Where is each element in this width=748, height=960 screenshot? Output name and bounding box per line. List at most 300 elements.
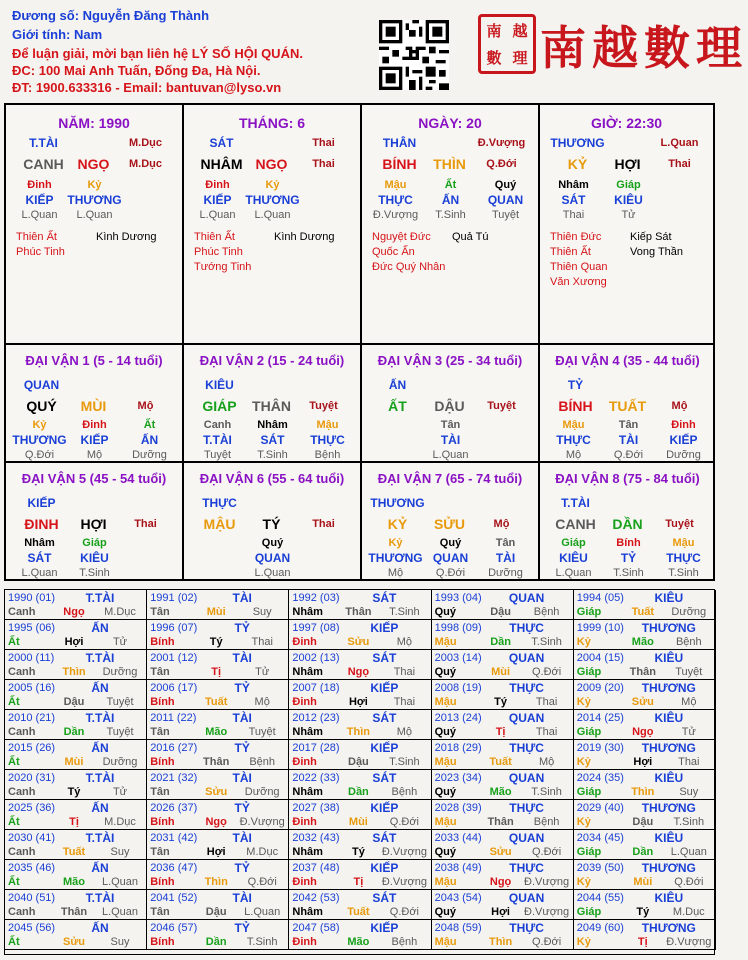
year-truong-sinh: Bệnh bbox=[533, 606, 560, 618]
year-label: 2028 (39) bbox=[434, 802, 482, 814]
hidden-truong-sinh: T.Sinh bbox=[79, 567, 110, 579]
dai-van-title: ĐẠI VẬN 2 (15 - 24 tuổi) bbox=[199, 353, 345, 368]
year-branch: Thìn bbox=[204, 876, 228, 888]
year-truong-sinh: L.Quan bbox=[244, 906, 281, 918]
hidden-truong-sinh: L.Quan bbox=[254, 567, 291, 579]
hidden-truong-sinh: Đ.Vượng bbox=[372, 209, 419, 221]
year-stem: Quý bbox=[434, 846, 456, 858]
year-cell bbox=[5, 890, 147, 920]
year-thap-than: KIÊU bbox=[654, 591, 684, 605]
hidden-thap-than: TÀI bbox=[495, 551, 516, 565]
year-cell bbox=[574, 680, 716, 710]
star-bad: Kình Dương bbox=[274, 231, 335, 243]
dai-van-title: ĐẠI VẬN 3 (25 - 34 tuổi) bbox=[377, 353, 523, 368]
year-branch: Thìn bbox=[631, 786, 655, 798]
year-label: 2036 (47) bbox=[150, 862, 198, 874]
year-cell bbox=[289, 680, 431, 710]
hidden-truong-sinh: Q.Đới bbox=[24, 449, 55, 461]
dai-van-truong-sinh: Thai bbox=[312, 518, 335, 530]
hidden-truong-sinh: Thai bbox=[562, 209, 585, 221]
year-cell bbox=[147, 710, 289, 740]
dai-van-title: ĐẠI VẬN 4 (35 - 44 tuổi) bbox=[555, 353, 700, 368]
dai-van-thap-than: ẤN bbox=[388, 378, 407, 392]
hidden-stem: Đinh bbox=[205, 179, 230, 191]
year-branch: Ngọ bbox=[63, 606, 85, 618]
year-truong-sinh: Đ.Vượng bbox=[666, 936, 712, 948]
year-label: 2039 (50) bbox=[576, 862, 624, 874]
year-truong-sinh: Tử bbox=[112, 786, 128, 798]
year-branch: Ngọ bbox=[205, 816, 227, 828]
year-stem: Kỷ bbox=[576, 696, 591, 708]
year-branch: Mùi bbox=[206, 606, 226, 618]
year-label: 2026 (37) bbox=[150, 802, 198, 814]
pillar-stem: BÍNH bbox=[382, 156, 417, 172]
year-stem: Bính bbox=[150, 936, 175, 948]
year-stem: Ất bbox=[8, 936, 20, 948]
pillar-truong-sinh: M.Dục bbox=[129, 158, 162, 170]
hidden-thap-than: ẤN bbox=[441, 193, 460, 207]
year-branch: Tý bbox=[494, 696, 508, 708]
hidden-stem: Mậu bbox=[672, 537, 695, 549]
year-cell bbox=[147, 860, 289, 890]
year-cell bbox=[5, 860, 147, 890]
hidden-thap-than: KIÊU bbox=[80, 551, 109, 565]
year-label: 2042 (53) bbox=[292, 892, 340, 904]
hidden-thap-than: KIẾP bbox=[669, 433, 698, 447]
year-stem: Tân bbox=[150, 726, 170, 738]
dai-van-thap-than: THƯƠNG bbox=[370, 496, 425, 510]
annual-luck-table bbox=[4, 589, 715, 955]
year-truong-sinh: Bệnh bbox=[391, 786, 418, 798]
address-line: ĐC: 100 Mai Anh Tuấn, Đống Đa, Hà Nội. bbox=[12, 63, 261, 78]
hidden-truong-sinh: Tử bbox=[621, 209, 636, 221]
year-label: 2040 (51) bbox=[8, 892, 56, 904]
hidden-thap-than: THƯƠNG bbox=[245, 193, 300, 207]
year-stem: Nhâm bbox=[292, 846, 323, 858]
year-cell bbox=[574, 620, 716, 650]
dai-van-title: ĐẠI VẬN 7 (65 - 74 tuổi) bbox=[377, 471, 523, 486]
dai-van-branch: TUẤT bbox=[608, 398, 647, 414]
year-thap-than: THỰC bbox=[509, 921, 544, 935]
dai-van-stem: KỶ bbox=[387, 516, 408, 532]
pillar-1 bbox=[184, 105, 362, 343]
hidden-stem: Kỷ bbox=[87, 179, 102, 191]
year-branch: Tuất bbox=[489, 756, 512, 768]
dai-van-truong-sinh: Mộ bbox=[493, 518, 510, 530]
year-truong-sinh: Thai bbox=[393, 666, 416, 678]
year-cell bbox=[147, 830, 289, 860]
year-branch: Tị bbox=[637, 936, 648, 948]
hidden-truong-sinh: Q.Đới bbox=[613, 449, 644, 461]
year-cell bbox=[432, 860, 574, 890]
year-thap-than: TỶ bbox=[234, 621, 250, 635]
year-stem: Mậu bbox=[434, 696, 457, 708]
year-label: 2033 (44) bbox=[434, 832, 482, 844]
year-branch: Dậu bbox=[205, 906, 227, 918]
year-thap-than: QUAN bbox=[508, 651, 545, 665]
logo-text: 南越數理 bbox=[540, 21, 748, 75]
hidden-stem: Giáp bbox=[82, 537, 107, 549]
pillar-branch: NGỌ bbox=[77, 156, 110, 172]
year-thap-than: ẤN bbox=[91, 621, 109, 635]
year-branch: Thân bbox=[60, 906, 88, 918]
year-thap-than: THƯƠNG bbox=[641, 921, 696, 935]
hidden-thap-than: THỰC bbox=[666, 551, 701, 565]
year-label: 2031 (42) bbox=[150, 832, 198, 844]
year-truong-sinh: Tuyệt bbox=[248, 726, 276, 738]
hidden-stem: Kỷ bbox=[265, 179, 280, 191]
year-branch: Mão bbox=[631, 636, 654, 648]
dai-van-8 bbox=[540, 463, 715, 581]
year-thap-than: T.TÀI bbox=[85, 771, 115, 785]
year-truong-sinh: Mộ bbox=[396, 726, 413, 738]
year-stem: Giáp bbox=[576, 726, 602, 738]
year-truong-sinh: T.Sinh bbox=[246, 936, 278, 948]
hidden-thap-than: THỰC bbox=[310, 433, 345, 447]
hidden-thap-than: T.TÀI bbox=[203, 433, 232, 447]
year-stem: Quý bbox=[434, 666, 456, 678]
year-label: 2013 (24) bbox=[434, 712, 482, 724]
year-thap-than: TÀI bbox=[232, 711, 252, 725]
year-stem: Ất bbox=[8, 636, 20, 648]
year-truong-sinh: Q.Đới bbox=[247, 876, 277, 888]
year-stem: Đinh bbox=[292, 636, 317, 648]
dai-van-thap-than: KIẾP bbox=[27, 496, 56, 510]
hidden-truong-sinh: L.Quan bbox=[76, 209, 113, 221]
hidden-truong-sinh: Mộ bbox=[565, 449, 582, 461]
year-label: 2037 (48) bbox=[292, 862, 340, 874]
year-truong-sinh: Thai bbox=[393, 696, 416, 708]
star-good: Quốc Ấn bbox=[372, 246, 415, 258]
year-truong-sinh: M.Dục bbox=[104, 816, 136, 828]
year-stem: Kỷ bbox=[576, 636, 591, 648]
year-thap-than: KIẾP bbox=[370, 621, 399, 635]
year-thap-than: KIẾP bbox=[370, 861, 399, 875]
dai-van-branch: DẬU bbox=[434, 398, 465, 414]
year-branch: Thân bbox=[345, 606, 372, 618]
hidden-stem: Mậu bbox=[384, 179, 407, 191]
year-truong-sinh: Q.Đới bbox=[531, 936, 562, 948]
year-cell bbox=[574, 890, 716, 920]
year-stem: Bính bbox=[150, 756, 175, 768]
year-label: 2003 (14) bbox=[434, 652, 482, 664]
year-truong-sinh: Đ.Vượng bbox=[524, 876, 570, 888]
hidden-thap-than: KIẾP bbox=[80, 433, 109, 447]
year-truong-sinh: T.Sinh bbox=[389, 756, 420, 768]
year-stem: Bính bbox=[150, 636, 175, 648]
hidden-truong-sinh: Dưỡng bbox=[132, 449, 167, 461]
hidden-truong-sinh: L.Quan bbox=[432, 449, 469, 461]
year-truong-sinh: Tử bbox=[681, 726, 696, 738]
dai-van-row-1 bbox=[6, 461, 713, 581]
hidden-thap-than: KIÊU bbox=[559, 551, 588, 565]
year-thap-than: TÀI bbox=[232, 651, 252, 665]
year-branch: Hợi bbox=[633, 756, 653, 768]
year-branch: Mùi bbox=[491, 666, 511, 678]
year-stem: Kỷ bbox=[576, 756, 591, 768]
year-cell bbox=[289, 920, 431, 950]
year-thap-than: THỰC bbox=[509, 801, 544, 815]
star-good: Thiên Ất bbox=[550, 246, 591, 258]
hidden-thap-than: THƯƠNG bbox=[368, 551, 423, 565]
year-label: 2045 (56) bbox=[8, 922, 56, 934]
dai-van-title: ĐẠI VẬN 1 (5 - 14 tuổi) bbox=[25, 353, 163, 368]
star-good: Thiên Ất bbox=[194, 231, 235, 243]
year-stem: Kỷ bbox=[576, 876, 591, 888]
year-stem: Đinh bbox=[292, 936, 317, 948]
year-label: 2020 (31) bbox=[8, 772, 56, 784]
year-thap-than: T.TÀI bbox=[85, 651, 115, 665]
year-branch: Dần bbox=[632, 846, 654, 858]
year-truong-sinh: M.Dục bbox=[104, 606, 136, 618]
year-cell bbox=[432, 830, 574, 860]
year-label: 2002 (13) bbox=[292, 652, 340, 664]
year-cell bbox=[289, 770, 431, 800]
year-cell bbox=[147, 740, 289, 770]
year-cell bbox=[5, 620, 147, 650]
year-branch: Thìn bbox=[62, 666, 86, 678]
year-thap-than: THỰC bbox=[509, 621, 544, 635]
year-cell bbox=[289, 740, 431, 770]
hidden-truong-sinh: T.Sinh bbox=[257, 449, 288, 461]
year-stem: Nhâm bbox=[292, 666, 323, 678]
year-thap-than: KIẾP bbox=[370, 741, 399, 755]
hidden-stem: Ất bbox=[143, 419, 156, 431]
star-good: Đức Quý Nhân bbox=[372, 261, 446, 273]
dai-van-stem: ẤT bbox=[388, 398, 407, 414]
year-branch: Dần bbox=[348, 786, 369, 798]
year-label: 2043 (54) bbox=[434, 892, 482, 904]
year-label: 2016 (27) bbox=[150, 742, 198, 754]
year-thap-than: THỰC bbox=[509, 681, 544, 695]
dai-van-thap-than: T.TÀI bbox=[561, 496, 590, 510]
year-truong-sinh: Q.Đới bbox=[389, 906, 419, 918]
year-cell bbox=[5, 710, 147, 740]
year-thap-than: THƯƠNG bbox=[641, 681, 696, 695]
hidden-thap-than: THƯƠNG bbox=[12, 433, 67, 447]
hidden-thap-than: TÀI bbox=[440, 433, 461, 447]
year-branch: Dậu bbox=[348, 756, 369, 768]
year-thap-than: TÀI bbox=[232, 771, 252, 785]
year-truong-sinh: Đ.Vượng bbox=[381, 846, 427, 858]
year-branch: Tý bbox=[636, 906, 650, 918]
hidden-thap-than: KIẾP bbox=[25, 193, 54, 207]
year-label: 2001 (12) bbox=[150, 652, 198, 664]
year-cell bbox=[147, 650, 289, 680]
year-cell bbox=[574, 920, 716, 950]
year-cell bbox=[289, 650, 431, 680]
year-label: 1992 (03) bbox=[292, 592, 340, 604]
year-label: 2006 (17) bbox=[150, 682, 198, 694]
year-thap-than: SÁT bbox=[372, 891, 397, 905]
year-stem: Đinh bbox=[292, 876, 317, 888]
year-truong-sinh: Đ.Vượng bbox=[524, 906, 570, 918]
dai-van-row-0 bbox=[6, 343, 713, 461]
year-thap-than: ẤN bbox=[91, 741, 109, 755]
year-cell bbox=[5, 800, 147, 830]
year-truong-sinh: Thai bbox=[535, 696, 558, 708]
star-good: Tướng Tinh bbox=[194, 261, 252, 273]
year-thap-than: QUAN bbox=[508, 591, 545, 605]
star-good: Thiên Quan bbox=[550, 261, 608, 273]
hidden-truong-sinh: T.Sinh bbox=[435, 209, 466, 221]
hidden-truong-sinh: Dưỡng bbox=[666, 449, 701, 461]
year-thap-than: KIẾP bbox=[370, 681, 399, 695]
dai-van-branch: THÂN bbox=[252, 398, 291, 414]
year-stem: Đinh bbox=[292, 816, 317, 828]
year-truong-sinh: Thai bbox=[678, 756, 700, 768]
pillar-truong-sinh: Thai bbox=[312, 158, 335, 170]
year-label: 2025 (36) bbox=[8, 802, 56, 814]
hidden-truong-sinh: Tuyệt bbox=[491, 209, 520, 221]
dai-van-stem: QUÝ bbox=[26, 398, 57, 414]
year-thap-than: TỶ bbox=[234, 921, 250, 935]
year-label: 2047 (58) bbox=[292, 922, 340, 934]
qr-code-icon[interactable] bbox=[379, 20, 449, 90]
year-label: 2018 (29) bbox=[434, 742, 482, 754]
year-branch: Tý bbox=[351, 846, 365, 858]
year-thap-than: TỶ bbox=[234, 861, 250, 875]
year-truong-sinh: L.Quan bbox=[101, 906, 139, 918]
year-truong-sinh: M.Dục bbox=[246, 846, 279, 858]
dai-van-stem: GIÁP bbox=[202, 398, 237, 414]
pillar-top-truong-sinh: Thai bbox=[312, 137, 335, 149]
year-stem: Canh bbox=[8, 906, 36, 918]
year-label: 1999 (10) bbox=[576, 622, 624, 634]
year-stem: Quý bbox=[434, 726, 456, 738]
star-bad: Quả Tú bbox=[452, 231, 489, 243]
header bbox=[0, 0, 748, 100]
year-thap-than: TÀI bbox=[232, 591, 252, 605]
year-stem: Tân bbox=[150, 906, 170, 918]
year-truong-sinh: T.Sinh bbox=[531, 786, 562, 798]
year-cell bbox=[432, 620, 574, 650]
hidden-stem: Tân bbox=[440, 419, 461, 431]
year-thap-than: TỶ bbox=[234, 681, 250, 695]
year-thap-than: SÁT bbox=[372, 831, 397, 845]
hidden-thap-than: KIÊU bbox=[614, 193, 643, 207]
year-truong-sinh: Suy bbox=[252, 606, 272, 618]
hidden-stem: Tân bbox=[495, 537, 516, 549]
year-thap-than: KIÊU bbox=[654, 651, 684, 665]
dai-van-truong-sinh: Mộ bbox=[671, 400, 688, 412]
year-thap-than: KIẾP bbox=[370, 921, 399, 935]
owner-name: Đương số: Nguyễn Đăng Thành bbox=[12, 8, 210, 23]
hidden-thap-than: THỰC bbox=[556, 433, 591, 447]
year-branch: Dậu bbox=[63, 696, 85, 708]
dai-van-truong-sinh: Tuyệt bbox=[309, 400, 338, 412]
year-truong-sinh: Bệnh bbox=[249, 756, 276, 768]
pillar-top-truong-sinh: M.Dục bbox=[129, 137, 162, 149]
year-truong-sinh: Thai bbox=[251, 636, 273, 648]
hidden-thap-than: THỰC bbox=[378, 193, 413, 207]
hidden-stem: Giáp bbox=[616, 179, 641, 191]
pillar-truong-sinh: Thai bbox=[668, 158, 691, 170]
year-thap-than: QUAN bbox=[508, 831, 545, 845]
hidden-truong-sinh: Mộ bbox=[86, 449, 103, 461]
year-branch: Sửu bbox=[62, 936, 86, 948]
year-stem: Quý bbox=[434, 606, 456, 618]
contact-line: Để luận giải, mời bạn liên hệ LÝ SỐ HỘI QUÁN. bbox=[12, 46, 303, 61]
year-label: 1994 (05) bbox=[576, 592, 624, 604]
pillar-title: NĂM: 1990 bbox=[58, 115, 130, 131]
year-truong-sinh: T.Sinh bbox=[673, 816, 705, 828]
hidden-truong-sinh: L.Quan bbox=[555, 567, 592, 579]
year-stem: Canh bbox=[8, 606, 36, 618]
year-truong-sinh: Mộ bbox=[538, 756, 555, 768]
year-branch: Thân bbox=[203, 756, 230, 768]
year-thap-than: ẤN bbox=[91, 681, 109, 695]
year-branch: Ngọ bbox=[347, 666, 370, 678]
year-label: 2034 (45) bbox=[576, 832, 624, 844]
year-truong-sinh: M.Dục bbox=[672, 906, 705, 918]
year-thap-than: SÁT bbox=[372, 771, 397, 785]
year-truong-sinh: Dưỡng bbox=[102, 756, 138, 768]
year-thap-than: THỰC bbox=[509, 741, 544, 755]
pillar-top-truong-sinh: Đ.Vượng bbox=[477, 137, 526, 149]
year-label: 2004 (15) bbox=[576, 652, 624, 664]
year-branch: Dần bbox=[490, 636, 511, 648]
year-cell bbox=[574, 830, 716, 860]
year-thap-than: TỶ bbox=[234, 801, 250, 815]
dai-van-branch: HỢI bbox=[80, 516, 107, 532]
hidden-truong-sinh: T.Sinh bbox=[613, 567, 644, 579]
year-truong-sinh: Mộ bbox=[681, 696, 697, 708]
hidden-stem: Nhâm bbox=[24, 537, 55, 549]
year-cell bbox=[289, 620, 431, 650]
dai-van-stem: CANH bbox=[555, 516, 596, 532]
pillar-branch: NGỌ bbox=[255, 156, 288, 172]
hidden-truong-sinh: T.Sinh bbox=[668, 567, 699, 579]
year-truong-sinh: Q.Đới bbox=[674, 876, 704, 888]
dai-van-thap-than: THỰC bbox=[202, 496, 237, 510]
dai-van-title: ĐẠI VẬN 6 (55 - 64 tuổi) bbox=[199, 471, 345, 486]
year-label: 2008 (19) bbox=[434, 682, 482, 694]
year-stem: Canh bbox=[8, 786, 36, 798]
year-stem: Mậu bbox=[434, 876, 457, 888]
year-cell bbox=[432, 920, 574, 950]
hidden-thap-than: KIẾP bbox=[203, 193, 232, 207]
year-cell bbox=[432, 800, 574, 830]
year-truong-sinh: Đ.Vượng bbox=[239, 816, 285, 828]
year-cell bbox=[574, 800, 716, 830]
year-thap-than: THƯƠNG bbox=[641, 861, 696, 875]
year-thap-than: ẤN bbox=[91, 801, 109, 815]
year-stem: Đinh bbox=[292, 756, 317, 768]
year-truong-sinh: Q.Đới bbox=[389, 816, 419, 828]
year-thap-than: SÁT bbox=[372, 651, 397, 665]
hidden-truong-sinh: Q.Đới bbox=[435, 567, 466, 579]
year-truong-sinh: T.Sinh bbox=[531, 636, 562, 648]
year-branch: Hợi bbox=[491, 906, 510, 918]
year-branch: Mùi bbox=[348, 816, 368, 828]
star-bad: Kiếp Sát bbox=[630, 231, 672, 243]
hidden-thap-than: QUAN bbox=[254, 551, 291, 565]
bazi-chart bbox=[4, 103, 715, 581]
year-label: 2029 (40) bbox=[576, 802, 624, 814]
year-cell bbox=[432, 590, 574, 620]
year-truong-sinh: Tuyệt bbox=[675, 666, 703, 678]
hidden-truong-sinh: Tuyệt bbox=[203, 449, 232, 461]
year-branch: Tý bbox=[67, 786, 81, 798]
year-stem: Tân bbox=[150, 786, 170, 798]
year-branch: Sửu bbox=[631, 696, 654, 708]
year-thap-than: KIÊU bbox=[654, 711, 684, 725]
dai-van-thap-than: KIÊU bbox=[205, 378, 234, 392]
phone-email-line: ĐT: 1900.633316 - Email: bantuvan@lyso.vn bbox=[12, 80, 282, 95]
year-branch: Sửu bbox=[489, 846, 512, 858]
year-label: 2049 (60) bbox=[576, 922, 624, 934]
